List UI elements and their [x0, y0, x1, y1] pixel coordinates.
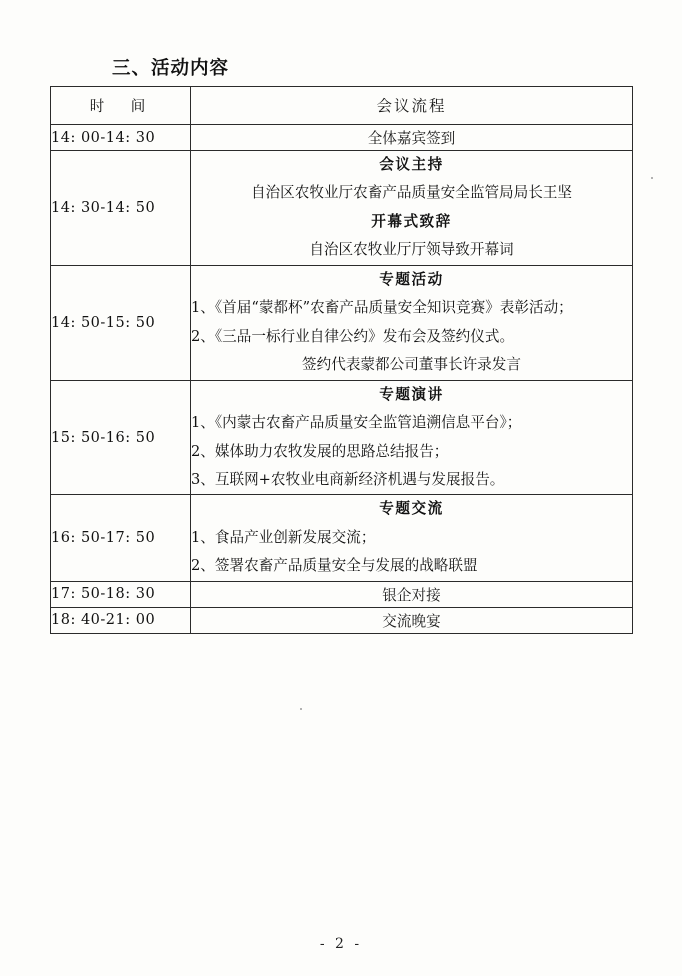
row-time-cell: 17: 50-18: 30 [51, 581, 191, 607]
row-content-cell [191, 581, 633, 607]
table-row [51, 265, 633, 380]
agenda-table [50, 86, 633, 634]
row-content-cell [191, 265, 633, 380]
paper-speck [651, 177, 653, 179]
row-content-line: 专题交流 [379, 500, 444, 518]
row-content-line: 专题活动 [379, 270, 444, 288]
row-content-line: 1、食品产业创新发展交流； [191, 528, 376, 546]
agenda-table-body [51, 87, 633, 634]
row-content-line: 2、媒体助力农牧发展的思路总结报告； [191, 442, 449, 460]
page-number: - 2 - [319, 936, 363, 952]
row-content-cell [191, 607, 633, 633]
table-row [51, 125, 633, 151]
column-header-time: 时 间 [51, 87, 191, 125]
row-content-line: 交流晚宴 [382, 612, 441, 630]
row-time-cell: 14: 00-14: 30 [51, 125, 191, 151]
page-title: 三、活动内容 [112, 58, 230, 79]
row-content-line: 自治区农牧业厅农畜产品质量安全监管局局长王坚 [250, 184, 573, 202]
row-content-line: 签约代表蒙都公司董事长许录发言 [302, 356, 521, 374]
table-row [51, 607, 633, 633]
row-content-cell [191, 151, 633, 266]
table-row [51, 151, 633, 266]
table-row [51, 581, 633, 607]
row-content-line: 开幕式致辞 [371, 212, 452, 230]
row-content-line: 2、签署农畜产品质量安全与发展的战略联盟 [191, 557, 478, 575]
row-content-line: 1、《首届“蒙都杯”农畜产品质量安全知识竞赛》表彰活动； [191, 299, 573, 317]
table-row [51, 380, 633, 495]
row-content-line: 自治区农牧业厅厅领导致开幕词 [309, 241, 514, 259]
row-content-cell [191, 125, 633, 151]
row-time-cell: 16: 50-17: 50 [51, 495, 191, 581]
row-content-line: 3、互联网+农牧业电商新经济机遇与发展报告。 [191, 470, 505, 488]
row-time-cell: 18: 40-21: 00 [51, 607, 191, 633]
row-content-line: 全体嘉宾签到 [367, 130, 456, 147]
row-time-cell: 14: 30-14: 50 [51, 151, 191, 266]
row-time-cell: 15: 50-16: 50 [51, 380, 191, 495]
row-content-cell [191, 380, 633, 495]
row-content-line: 2、《三品一标行业自律公约》发布会及签约仪式。 [191, 327, 515, 345]
row-content-line: 银企对接 [382, 586, 441, 604]
table-row [51, 495, 633, 581]
paper-speck [300, 708, 302, 710]
row-content-line: 1、《内蒙古农畜产品质量安全监管追溯信息平台》； [191, 414, 522, 432]
row-content-cell [191, 495, 633, 581]
row-time-cell: 14: 50-15: 50 [51, 265, 191, 380]
row-content-line: 专题演讲 [379, 385, 444, 403]
column-header-content: 会议流程 [191, 87, 633, 125]
row-content-line: 会议主持 [379, 156, 444, 173]
table-header-row [51, 87, 633, 125]
